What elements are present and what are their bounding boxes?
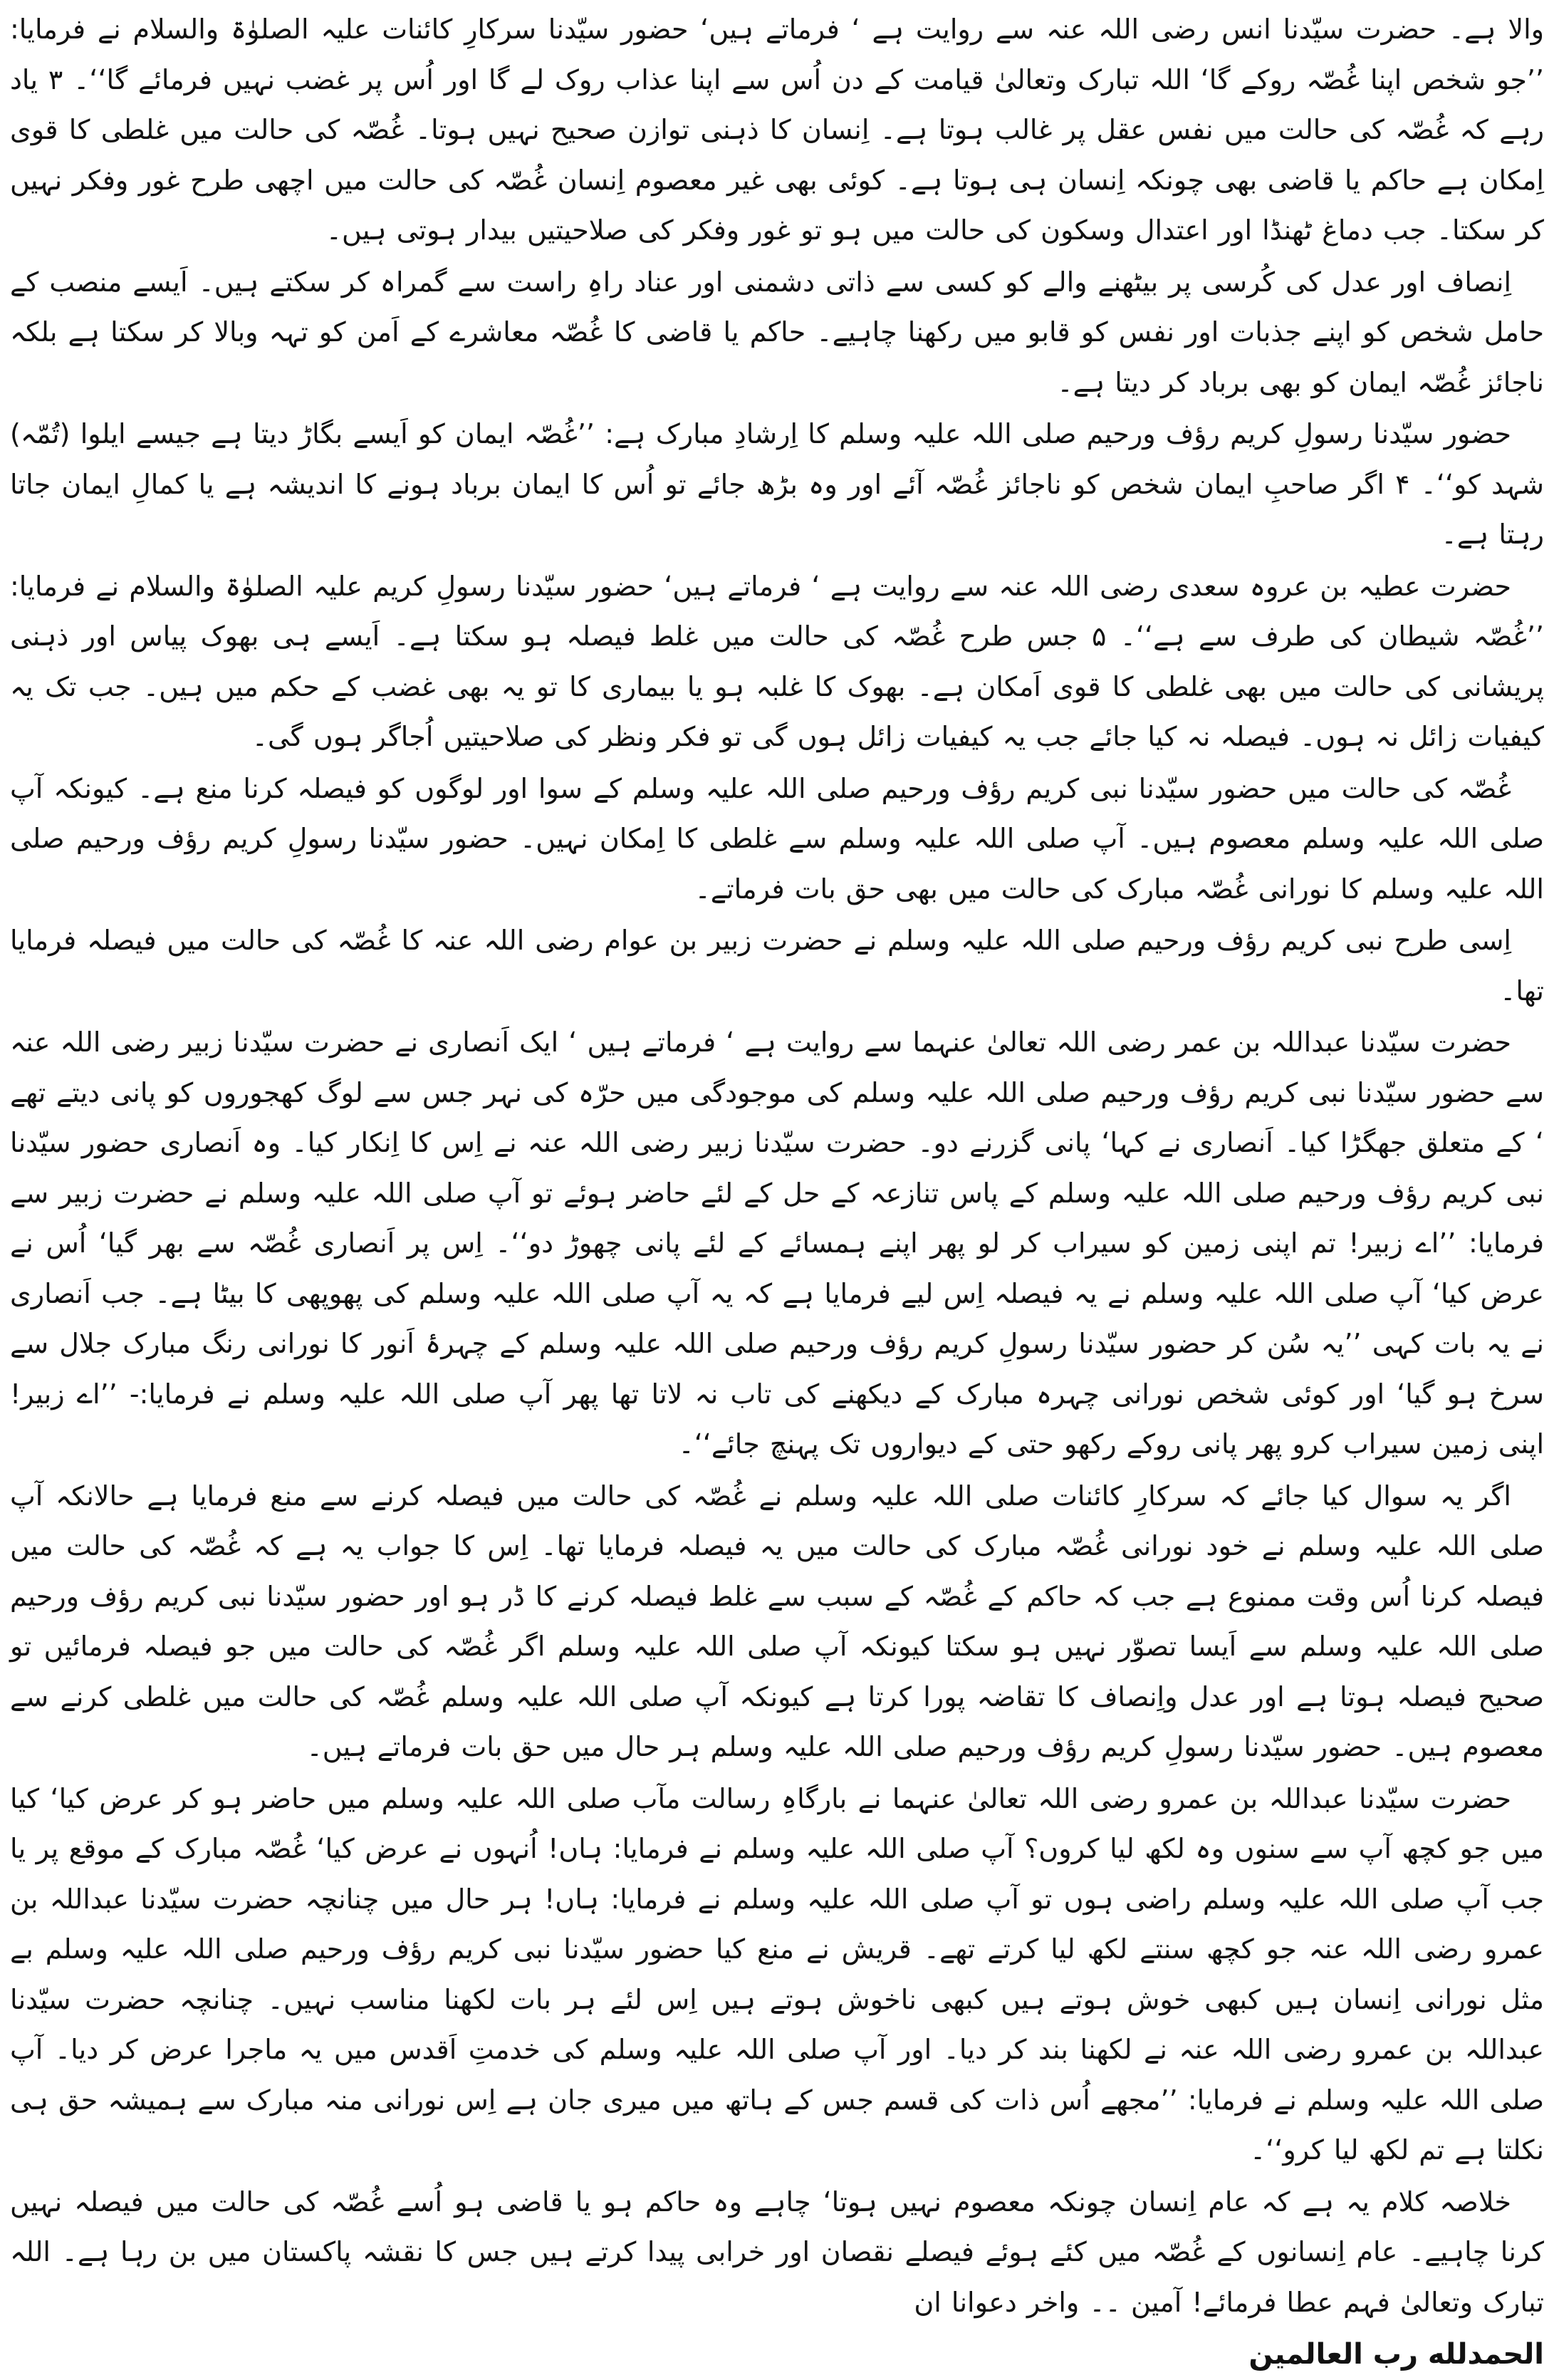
paragraph-question-answer: اگر یہ سوال کیا جائے کہ سرکارِ کائنات صلی اللہ علیہ وسلم نے غُصّہ کی حالت میں فیصلہ کرنے سے منع فرمایا ہے حالانکہ آپ صلی اللہ علیہ وسلم نے خود نورانی غُصّہ مبارک کی حالت میں یہ فیصلہ فرمایا تھا۔ اِس کا جواب یہ ہے کہ غُصّہ کی حالت میں فیصلہ کرنا اُس وقت ممنوع ہے جب کہ حاکم کے غُصّہ کے سبب سے غلط فیصلہ کرنے کا ڈر ہو اور حضور سیّدنا نبی کریم رؤف ورحیم صلی اللہ علیہ وسلم سے اَیسا تصوّر نہیں ہو سکتا کیونکہ آپ صلی اللہ علیہ وسلم اگر غُصّہ کی حالت میں جو فیصلہ فرمائیں تو صحیح فیصلہ ہوتا ہے اور عدل واِنصاف کا تقاضہ پورا کرتا ہے کیونکہ آپ صلی اللہ علیہ وسلم غُصّہ کی حالت میں غلطی کرنے سے معصوم ہیں۔ حضور سیّدنا رسولِ کریم رؤف ورحیم صلی اللہ علیہ وسلم ہر حال میں حق بات فرماتے ہیں۔ [10,1480,1544,1762]
paragraph-atiyya-hadith: حضرت عطیہ بن عروہ سعدی رضی اللہ عنہ سے روایت ہے ‘ فرماتے ہیں‘ حضور سیّدنا رسولِ کریم علیہ الصلوٰۃ والسلام نے فرمایا: ’’غُصّہ شیطان کی طرف سے ہے‘‘۔ ۵ جس طرح غُصّہ کی حالت میں غلط فیصلہ ہو سکتا ہے۔ اَیسے ہی بھوک پیاس اور ذہنی پریشانی کی حالت میں بھی غلطی کا قوی اَمکان ہے۔ بھوک کا غلبہ ہو یا بیماری کا تو یہ بھی غضب کے حکم میں ہیں۔ جب تک یہ کیفیات زائل نہ ہوں۔ فیصلہ نہ کیا جائے جب یہ کیفیات زائل ہوں گی تو فکر ونظر کی صلاحیتیں اُجاگر ہوں گی۔ [10,570,1544,752]
paragraph-abdullah-ibn-amr-writing: حضرت سیّدنا عبداللہ بن عمرو رضی اللہ تعالیٰ عنہما نے بارگاہِ رسالت مآب صلی اللہ علیہ وسلم میں حاضر ہو کر عرض کیا‘ کیا میں جو کچھ آپ سے سنوں وہ لکھ لیا کروں؟ آپ صلی اللہ علیہ وسلم نے فرمایا: ہاں! اُنہوں نے عرض کیا‘ غُصّہ مبارک کے موقع پر یا جب آپ صلی اللہ علیہ وسلم راضی ہوں تو آپ صلی اللہ علیہ وسلم نے فرمایا: ہاں! ہر حال میں چنانچہ حضرت سیّدنا عبداللہ بن عمرو رضی اللہ عنہ جو کچھ سنتے لکھ لیا کرتے تھے۔ قریش نے منع کیا حضور سیّدنا نبی کریم رؤف ورحیم صلی اللہ علیہ وسلم بے مثل نورانی اِنسان ہیں کبھی خوش ہوتے ہیں کبھی ناخوش ہوتے ہیں اِس لئے ہر بات لکھنا مناسب نہیں۔ چنانچہ حضرت سیّدنا عبداللہ بن عمرو رضی اللہ عنہ نے لکھنا بند کر دیا۔ اور آپ صلی اللہ علیہ وسلم کی خدمتِ اَقدس میں یہ ماجرا عرض کر دیا۔ آپ صلی اللہ علیہ وسلم نے فرمایا: ’’مجھے اُس ذات کی قسم جس کے ہاتھ میں میری جان ہے اِس نورانی منہ مبارک سے ہمیشہ حق ہی نکلتا ہے تم لکھ لیا کرو‘‘۔ [10,1782,1544,2166]
paragraph-zubair-judgment: اِسی طرح نبی کریم رؤف ورحیم صلی اللہ علیہ وسلم نے حضرت زبیر بن عوام رضی اللہ عنہ کا غُصّہ کی حالت میں فیصلہ فرمایا تھا۔ [10,925,1544,1007]
paragraph-justice-seat: اِنصاف اور عدل کی کُرسی پر بیٹھنے والے کو کسی سے ذاتی دشمنی اور عناد راہِ راست سے گمراہ کر سکتے ہیں۔ اَیسے منصب کے حامل شخص کو اپنے جذبات اور نفس کو قابو میں رکھنا چاہیے۔ حاکم یا قاضی کا غُصّہ معاشرے کے اَمن کو تہہ وبالا کر سکتا ہے بلکہ ناجائز غُصّہ ایمان کو بھی برباد کر دیتا ہے۔ [10,266,1544,398]
paragraph-abdullah-ibn-umar-narration: حضرت سیّدنا عبداللہ بن عمر رضی اللہ تعالیٰ عنہما سے روایت ہے ‘ فرماتے ہیں ‘ ایک اَنصاری نے حضرت سیّدنا زبیر رضی اللہ عنہ سے حضور سیّدنا نبی کریم رؤف ورحیم صلی اللہ علیہ وسلم کی موجودگی میں حرّہ کی نہر جس سے لوگ کھجوروں کو پانی دیتے تھے ‘ کے متعلق جھگڑا کیا۔ اَنصاری نے کہا‘ پانی گزرنے دو۔ حضرت سیّدنا زبیر رضی اللہ عنہ نے اِس کا اِنکار کیا۔ وہ اَنصاری حضور سیّدنا نبی کریم رؤف ورحیم صلی اللہ علیہ وسلم کے پاس تنازعہ کے حل کے لئے حاضر ہوئے تو آپ صلی اللہ علیہ وسلم نے حضرت زبیر سے فرمایا: ’’اے زبیر! تم اپنی زمین کو سیراب کر لو پھر اپنے ہمسائے کے لئے پانی چھوڑ دو‘‘۔ اِس پر اَنصاری غُصّہ سے بھر گیا‘ اُس نے عرض کیا‘ آپ صلی اللہ علیہ وسلم نے یہ فیصلہ اِس لیے فرمایا ہے کہ یہ آپ صلی اللہ علیہ وسلم کی پھوپھی کا بیٹا ہے۔ جب اَنصاری نے یہ بات کہی ’’یہ سُن کر حضور سیّدنا رسولِ کریم رؤف ورحیم صلی اللہ علیہ وسلم کے چہرۂ اَنور کا نورانی رنگ مبارک جلال سے سرخ ہو گیا‘ اور کوئی شخص نورانی چہرہ مبارک کے دیکھنے کی تاب نہ لاتا تھا پھر آپ صلی اللہ علیہ وسلم نے فرمایا:- ’’اے زبیر! اپنی زمین سیراب کرو پھر پانی روکے رکھو حتی کے دیواروں تک پہنچ جائے‘‘۔ [10,1027,1544,1460]
closing-praise-line: الحمدلله رب العالمين [1248,2338,1544,2371]
paragraph-prophet-infallible: غُصّہ کی حالت میں حضور سیّدنا نبی کریم رؤف ورحیم صلی اللہ علیہ وسلم کے سوا اور لوگوں کو فیصلہ کرنا منع ہے۔ کیونکہ آپ صلی اللہ علیہ وسلم معصوم ہیں۔ آپ صلی اللہ علیہ وسلم سے غلطی کا اِمکان نہیں۔ حضور سیّدنا رسولِ کریم رؤف ورحیم صلی اللہ علیہ وسلم کا نورانی غُصّہ مبارک کی حالت میں بھی حق بات فرماتے۔ [10,772,1544,905]
document-page [10,4,1545,2371]
paragraph-anas-hadith: والا ہے۔ حضرت سیّدنا انس رضی اللہ عنہ سے روایت ہے ‘ فرماتے ہیں‘ حضور سیّدنا سرکارِ کائنات علیہ الصلوٰۃ والسلام نے فرمایا: ’’جو شخص اپنا غُصّہ روکے گا‘ اللہ تبارک وتعالیٰ قیامت کے دن اُس سے اپنا عذاب روک لے گا اور اُس پر غضب نہیں فرمائے گا‘‘۔ ۳ یاد رہے کہ غُصّہ کی حالت میں نفس عقل پر غالب ہوتا ہے۔ اِنسان کا ذہنی توازن صحیح نہیں ہوتا۔ غُصّہ کی حالت میں غلطی کا قوی اِمکان ہے حاکم یا قاضی بھی چونکہ اِنسان ہی ہوتا ہے۔ کوئی بھی غیر معصوم اِنسان غُصّہ کی حالت میں اچھی طرح غور وفکر نہیں کر سکتا۔ جب دماغ ٹھنڈا اور اعتدال وسکون کی حالت میں ہو تو غور وفکر کی صلاحیتیں بیدار ہوتی ہیں۔ [10,14,1545,246]
paragraph-anger-spoils-faith: حضور سیّدنا رسولِ کریم رؤف ورحیم صلی اللہ علیہ وسلم کا اِرشادِ مبارک ہے: ’’غُصّہ ایمان کو اَیسے بگاڑ دیتا ہے جیسے ایلوا (تُمّہ) شہد کو‘‘۔ ۴ اگر صاحبِ ایمان شخص کو ناجائز غُصّہ آئے اور وہ بڑھ جائے تو اُس کا ایمان برباد ہونے کا اندیشہ ہے یا کمالِ ایمان جاتا رہتا ہے۔ [10,418,1544,550]
paragraph-conclusion: خلاصہ کلام یہ ہے کہ عام اِنسان چونکہ معصوم نہیں ہوتا‘ چاہے وہ حاکم ہو یا قاضی ہو اُسے غُصّہ کی حالت میں فیصلہ نہیں کرنا چاہیے۔ عام اِنسانوں کے غُصّہ میں کئے ہوئے فیصلے نقصان اور خرابی پیدا کرتے ہیں جس کا نقشہ پاکستان میں بن رہا ہے۔ اللہ تبارک وتعالیٰ فہم عطا فرمائے! آمین ۔۔ واخر دعوانا ان [10,2186,1544,2318]
